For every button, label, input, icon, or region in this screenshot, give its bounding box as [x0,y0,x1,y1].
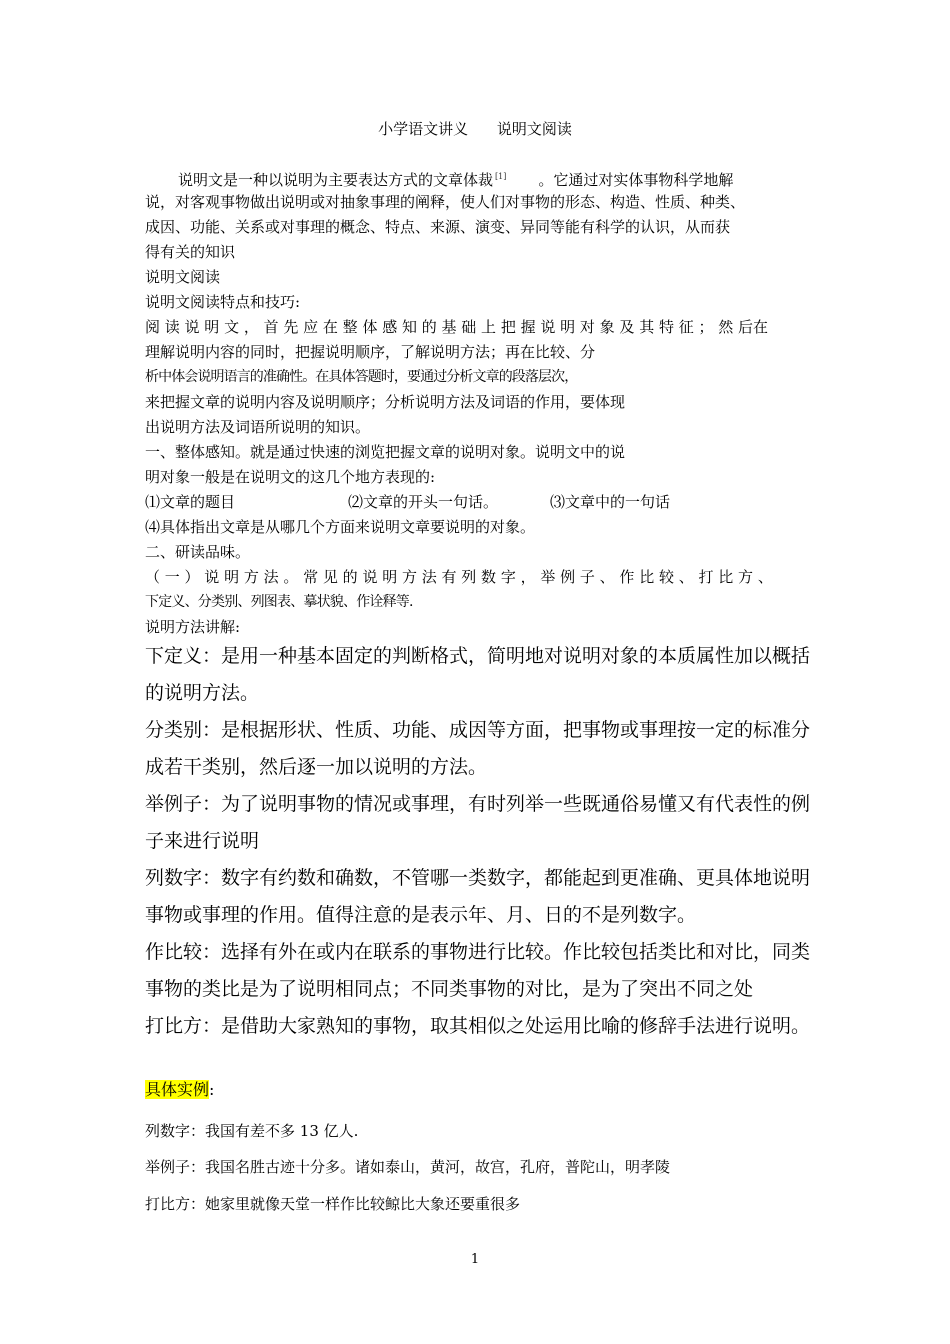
intro-text: 说明文是一种以说明为主要表达方式的文章体裁 [178,171,494,189]
title-left: 小学语文讲义 [378,120,469,138]
method-line: 举例子：为了说明事物的情况或事理，有时列举一些既通俗易懂又有代表性的例 [145,793,811,815]
tips-line: 阅 读 说 明 文 ， 首 先 应 在 整 体 感 知 的 基 础 上 把 握 说 明 对 象 及 其 特 征 ； 然 后在 [145,318,769,336]
method-line: 子来进行说明 [145,830,260,852]
examples-label: 具体实例 [145,1080,210,1099]
intro-line-3: 成因、功能、关系或对事理的概念、特点、来源、演变、异同等能有科学的认识，从而获 [145,218,731,236]
methods-label: 说明方法讲解: [145,618,241,636]
method-line: 下定义：是用一种基本固定的判断格式，简明地对说明对象的本质属性加以概括 [145,645,811,667]
intro-line-2: 说，对客观事物做出说明或对抽象事理的阐释，使人们对事物的形态、构造、性质、种类、 [145,193,746,211]
footnote-ref[interactable]: [1] [495,172,507,181]
method-line: 分类别：是根据形状、性质、功能、成因等方面，把事物或事理按一定的标准分 [145,719,811,741]
intro-line-4: 得有关的知识 [145,243,236,261]
methods-intro-line: （ 一 ） 说 明 方 法 。 常 见 的 说 明 方 法 有 列 数 字 ， 举 例 子 、 作 比 较 、 打 比 方 、 [145,568,773,586]
method-line: 成若干类别，然后逐一加以说明的方法。 [145,756,488,778]
place-item: ⑷具体指出文章是从哪几个方面来说明文章要说明的对象。 [145,518,536,536]
method-line: 打比方：是借助大家熟知的事物，取其相似之处运用比喻的修辞手法进行说明。 [145,1015,811,1037]
title-right: 说明文阅读 [496,120,572,138]
tips-line: 析中体会说明语言的准确性。在具体答题时，要通过分析文章的段落层次， [145,369,578,385]
place-item: ⑶文章中的一句话 [550,493,671,511]
place-item: ⑴文章的题目 [145,493,236,511]
tips-line: 出说明方法及词语所说明的知识。 [145,418,371,436]
example-line: 打比方：她家里就像天堂一样作比较鲸比大象还要重很多 [145,1195,521,1213]
heading-tips: 说明文阅读特点和技巧: [145,293,301,311]
tips-line: 理解说明内容的同时，把握说明顺序，了解说明方法；再在比较、分 [145,343,596,361]
page-number: 1 [470,1252,480,1267]
example-line: 举例子：我国名胜古迹十分多。诸如泰山，黄河，故宫，孔府，普陀山，明孝陵 [145,1158,671,1176]
intro-text: 。它通过对实体事物科学地解 [538,171,734,189]
page-title [0,118,950,139]
heading-reading: 说明文阅读 [145,268,221,286]
place-item: ⑵文章的开头一句话。 [348,493,499,511]
method-line: 作比较：选择有外在或内在联系的事物进行比较。作比较包括类比和对比，同类 [145,941,811,963]
method-line: 列数字：数字有约数和确数，不管哪一类数字，都能起到更准确、更具体地说明 [145,867,811,889]
examples-heading [145,1080,214,1100]
tips-line: 明对象一般是在说明文的这几个地方表现的: [145,468,436,486]
method-line: 的说明方法。 [145,682,260,704]
methods-intro-line: 下定义、分类别、列图表、摹状貌、作诠释等. [145,594,413,610]
example-line: 列数字：我国有差不多 13 亿人. [145,1122,359,1140]
method-line: 事物或事理的作用。值得注意的是表示年、月、日的不是列数字。 [145,904,697,926]
tips-line: 一、整体感知。就是通过快速的浏览把握文章的说明对象。说明文中的说 [145,443,626,461]
intro-line-1 [178,167,733,190]
tips-line: 来把握文章的说明内容及说明顺序；分析说明方法及词语的作用，要体现 [145,393,626,411]
examples-colon: : [209,1080,215,1099]
section-heading: 二、研读品味。 [145,543,251,561]
method-line: 事物的类比是为了说明相同点；不同类事物的对比，是为了突出不同之处 [145,978,754,1000]
